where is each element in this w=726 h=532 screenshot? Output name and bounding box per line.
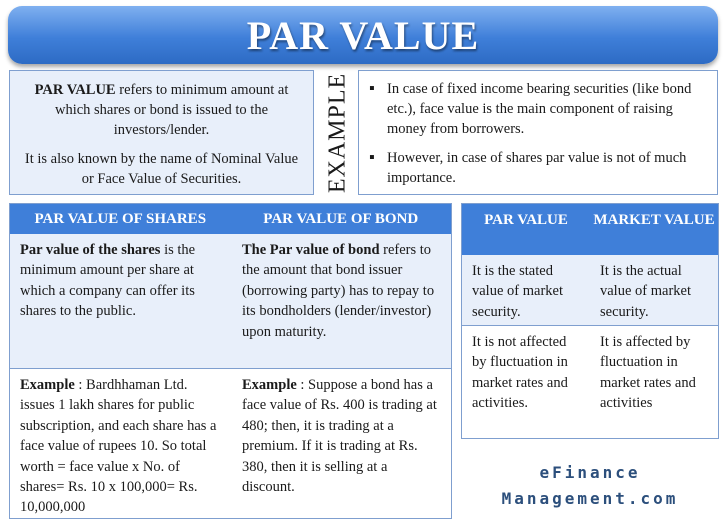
table-cell: It is affected by fluctuation in market rates and activities — [600, 334, 696, 412]
bond-example-text: : Suppose a bond has a face value of Rs. 400 is trading at 480; then, it is trading at a premium. If it is trading at Rs. 380, then it is selling at a discount. — [242, 377, 437, 496]
header-shares: PAR VALUE OF SHARES — [34, 210, 207, 227]
title-banner — [8, 6, 718, 64]
example-bullet: ▪ However, in case of shares par value is not of much importance. — [369, 148, 707, 188]
brand-line1: eFinance — [539, 463, 641, 482]
table-cell: It is not affected by fluctuation in market rates and activities. — [472, 334, 568, 412]
example-list — [369, 79, 707, 188]
shares-def-text: is the minimum amount per share at which a company can offer its shares to the public. — [20, 242, 196, 320]
example-bullet: ▪ In case of fixed income bearing securities (like bond etc.), face value is the main component of raising money from borrowers. — [369, 79, 707, 139]
table-row — [10, 234, 451, 369]
definition-body: refers to minimum amount at which shares or bond is issued to the investors/lender. — [54, 82, 289, 138]
shares-def-term: Par value of the shares — [20, 242, 161, 258]
page-title: PAR VALUE — [246, 12, 480, 58]
shares-example-cell — [10, 369, 232, 518]
definition-aka: It is also known by the name of Nominal Value or Face Value of Securities. — [24, 151, 299, 187]
header-bond: PAR VALUE OF BOND — [263, 210, 419, 227]
brand-logo — [462, 460, 718, 512]
brand-line2: Management.com — [501, 489, 679, 508]
par-vs-market-header — [462, 204, 718, 255]
shares-definition-cell — [10, 234, 232, 368]
table-row — [10, 369, 451, 518]
shares-example-text: : Bardhhaman Ltd. issues 1 lakh shares for public subscription, and each share has a face value of rupees 10. So total worth = face value x No. of shares= Rs. 10 x 100,000= Rs. 10,000,000 — [20, 377, 217, 516]
bond-def-term: The Par value of bond — [242, 242, 380, 258]
example-box — [358, 70, 718, 195]
bond-def-text: refers to the amount that bond issuer (borrowing party) has to repay to its bondholders (lender/investor) upon maturity. — [242, 242, 435, 340]
table-cell: It is the actual value of market security. — [600, 263, 691, 320]
definition-box — [9, 70, 314, 195]
definition-term: PAR VALUE — [34, 82, 116, 98]
bond-definition-cell — [232, 234, 451, 368]
table-row — [462, 326, 718, 438]
shares-vs-bond-table — [9, 203, 452, 519]
table-cell: It is the stated value of market security. — [472, 263, 563, 320]
example-label-text: EXAMPLE — [324, 72, 351, 194]
header-market-value: MARKET VALUE — [593, 212, 715, 228]
table-row — [462, 255, 718, 326]
shares-vs-bond-header — [10, 204, 451, 234]
par-vs-market-table — [461, 203, 719, 439]
example-label-bold: Example — [20, 377, 75, 393]
example-label — [322, 72, 354, 194]
header-par-value: PAR VALUE — [484, 212, 568, 228]
bond-example-cell — [232, 369, 451, 518]
definition-text — [22, 80, 301, 140]
example-label-bold: Example — [242, 377, 297, 393]
